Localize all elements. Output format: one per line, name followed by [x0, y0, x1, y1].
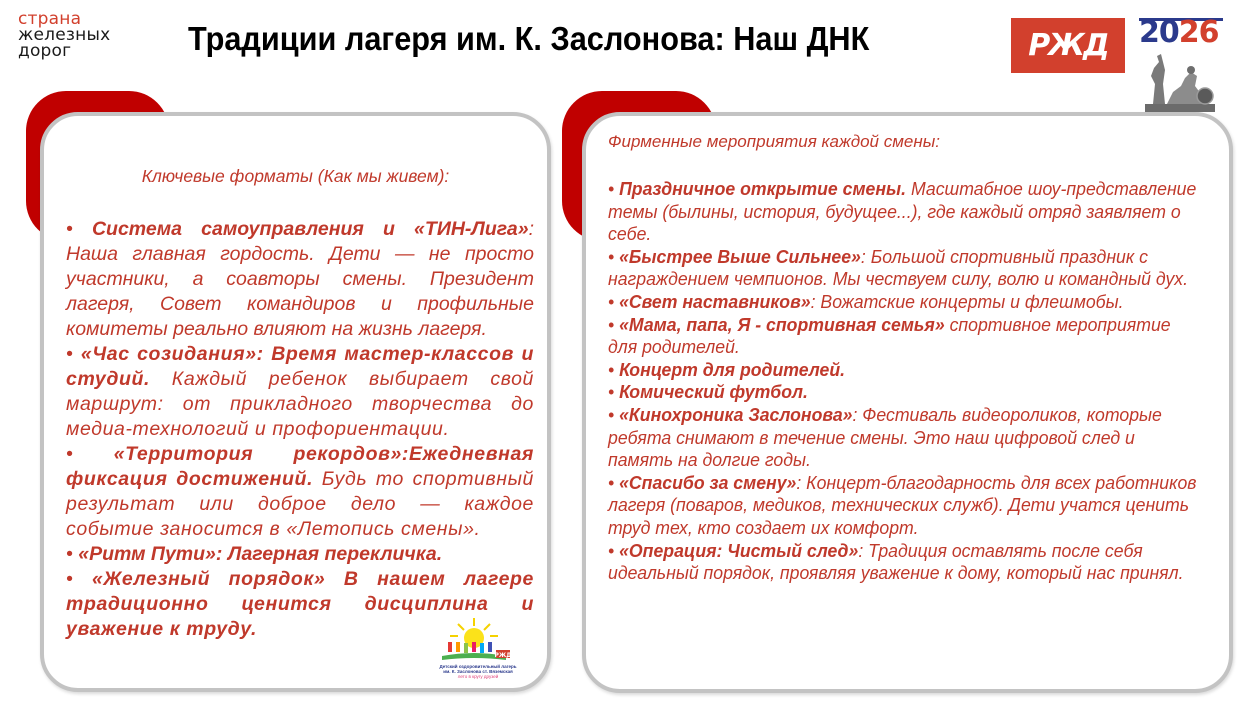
list-item-title: «Мама, папа, Я - спортивная семья»: [619, 313, 945, 335]
list-item-text: Каждый ребенок выбирает свой маршрут: от прикладного творчества до медиа-технологий и профориентации.: [66, 368, 534, 440]
list-item-title: «Операция: Чистый след»: [619, 539, 859, 561]
list-item-title: Система самоуправления и «ТИН-Лига»: [91, 218, 529, 240]
list-item: [608, 359, 1200, 382]
list-item-text: спортивное мероприятие для родителей.: [608, 313, 1171, 358]
bullet: •: [608, 358, 615, 380]
bullet: •: [608, 381, 615, 403]
camp-caption-line-2: им. К. Заслонова ст. Вяземская: [443, 669, 513, 674]
bullet: •: [608, 539, 615, 561]
list-item: [608, 246, 1200, 291]
list-item-title: Праздничное открытие смены.: [619, 178, 907, 199]
list-item-title: «Свет наставников»: [619, 290, 811, 312]
key-formats-heading: Ключевые форматы (Как мы живем):: [141, 166, 450, 186]
list-item-text: : Вожатские концерты и флешмобы.: [810, 290, 1124, 312]
list-item-title: Комический футбол.: [619, 381, 808, 403]
brand-wordmark: [18, 11, 110, 59]
list-item-title: «Быстрее Выше Сильнее»: [619, 245, 861, 267]
list-item-text: Будь то спортивный результат или доброе дело — каждое событие заносится в «Летопись смены».: [66, 468, 534, 540]
key-formats-panel: [40, 112, 551, 692]
signature-events-list: [608, 178, 1200, 585]
list-item: [608, 381, 1200, 404]
bullet: •: [66, 568, 74, 590]
bullet: •: [608, 245, 615, 267]
list-item-text: : Традиция оставлять после себя идеальный порядок, проявляя уважение к дому, который нас принял.: [608, 539, 1184, 584]
monument-icon: [1141, 54, 1219, 112]
rzd-logo-text: РЖД: [1028, 28, 1108, 63]
camp-caption-line-1: Детский оздоровительный лагерь: [439, 664, 517, 669]
bullet: •: [608, 313, 615, 335]
list-item: [66, 342, 534, 442]
list-item-title: «Железный порядок» В нашем лагере традиционно ценится дисциплина и уважение к труду.: [66, 568, 534, 640]
list-item: [66, 442, 534, 542]
list-item: [608, 178, 1200, 246]
list-item-title: «Спасибо за смену»: [619, 471, 797, 493]
list-item-text: : Наша главная гордость. Дети — не просто участники, а соавторы смены. Президент лагеря, Совет командиров и профильные комитеты реально влияют на жизнь лагеря.: [66, 218, 534, 340]
bullet: •: [66, 343, 74, 365]
list-item: [608, 404, 1200, 472]
list-item-text: Масштабное шоу-представление темы (былины, история, будущее...), где каждый отряд заявляет о себе.: [608, 178, 1197, 245]
bullet: •: [608, 290, 615, 312]
list-item-text: : Концерт-благодарность для всех работников лагеря (поваров, медиков, технических служб). Дети учатся ценить труд тех, кто создает их комфорт.: [608, 471, 1197, 538]
page-title: Традиции лагеря им. К. Заслонова: Наш ДНК: [188, 20, 870, 57]
key-formats-list: [66, 217, 534, 642]
bullet: •: [608, 471, 615, 493]
sun-children-icon: [418, 616, 538, 664]
list-item-title: Концерт для родителей.: [619, 358, 846, 380]
logo-year: [1139, 15, 1219, 50]
camp-logo-caption: [418, 664, 538, 679]
list-item-text: : Фестиваль видеороликов, которые ребята снимают в течение смены. Это наш цифровой след и память на долгие годы.: [608, 403, 1162, 471]
brand-line-1: страна: [18, 9, 82, 29]
list-item: [66, 217, 534, 342]
list-item: [66, 542, 534, 567]
brand-line-2: железных: [18, 25, 111, 45]
list-item: [608, 291, 1200, 314]
bullet: •: [66, 543, 73, 565]
list-item-title: «Час созидания»: Время мастер-классов и студий.: [66, 343, 534, 390]
brand-line-3: дорог: [18, 41, 72, 61]
bullet: •: [608, 178, 615, 199]
list-item: [608, 314, 1200, 359]
list-item: [608, 540, 1200, 585]
bullet: •: [608, 403, 615, 425]
camp-logo: [418, 616, 538, 686]
list-item: [608, 472, 1200, 540]
camp-logo-badge: РЖД: [494, 652, 512, 659]
list-item-title: «Территория рекордов»:Ежедневная фиксация достижений.: [66, 443, 534, 490]
camp-caption-line-3: лето в кругу друзей: [457, 674, 499, 679]
logo-year-part-2: 26: [1178, 15, 1219, 50]
bullet: •: [66, 443, 74, 465]
list-item-title: «Кинохроника Заслонова»: [619, 403, 853, 425]
rzd-logo: [1011, 18, 1125, 73]
list-item-text: : Большой спортивный праздник с награждением чемпионов. Мы чествуем силу, волю и командный дух.: [608, 245, 1189, 290]
signature-events-heading: Фирменные мероприятия каждой смены:: [608, 132, 940, 151]
logo-year-part-1: 20: [1139, 15, 1179, 50]
list-item-title: «Ритм Пути»: Лагерная перекличка.: [78, 543, 443, 565]
signature-events-panel: [582, 112, 1233, 693]
bullet: •: [66, 218, 73, 240]
